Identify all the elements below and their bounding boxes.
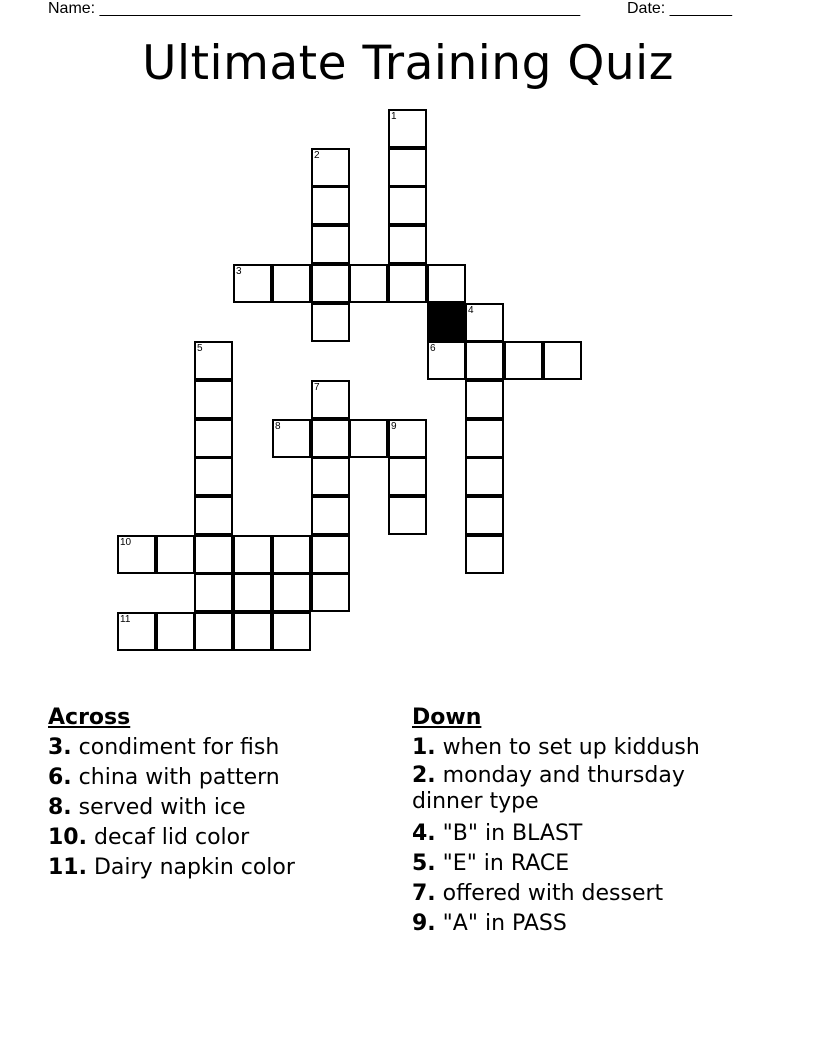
cell-number: 3 bbox=[236, 266, 242, 277]
clue-text: "B" in BLAST bbox=[442, 821, 583, 846]
cell-number: 11 bbox=[120, 614, 131, 625]
grid-cell[interactable] bbox=[311, 303, 350, 342]
grid-cell-1[interactable] bbox=[388, 109, 427, 148]
clue-number: 7. bbox=[412, 881, 436, 906]
grid-cell[interactable] bbox=[272, 573, 311, 612]
grid-cell-7[interactable] bbox=[311, 380, 350, 419]
down-clue-9 bbox=[412, 909, 752, 939]
clue-number: 11. bbox=[48, 855, 87, 880]
clue-text: "A" in PASS bbox=[442, 911, 567, 936]
grid-cell[interactable] bbox=[349, 264, 388, 303]
grid-cell-11[interactable] bbox=[117, 612, 156, 651]
grid-cell[interactable] bbox=[272, 535, 311, 574]
across-heading: Across bbox=[48, 705, 131, 730]
down-clue-4 bbox=[412, 819, 752, 849]
grid-cell[interactable] bbox=[311, 573, 350, 612]
clue-text: monday and thursday dinner type bbox=[412, 763, 685, 814]
grid-cell[interactable] bbox=[156, 535, 195, 574]
grid-cell[interactable] bbox=[272, 264, 311, 303]
grid-cell[interactable] bbox=[388, 264, 427, 303]
grid-cell[interactable] bbox=[194, 612, 233, 651]
clue-number: 9. bbox=[412, 911, 436, 936]
cell-number: 8 bbox=[275, 421, 281, 432]
grid-cell[interactable] bbox=[465, 419, 504, 458]
name-field[interactable]: Name: ______________________________________________________ bbox=[48, 0, 581, 17]
grid-cell[interactable] bbox=[349, 419, 388, 458]
grid-cell[interactable] bbox=[465, 496, 504, 535]
clue-number: 5. bbox=[412, 851, 436, 876]
grid-cell[interactable] bbox=[504, 341, 543, 380]
down-clue-5 bbox=[412, 849, 752, 879]
clue-number: 3. bbox=[48, 735, 72, 760]
cell-number: 5 bbox=[197, 343, 203, 354]
grid-cell[interactable] bbox=[465, 535, 504, 574]
grid-cell[interactable] bbox=[465, 380, 504, 419]
clue-number: 2. bbox=[412, 763, 436, 788]
grid-cell[interactable] bbox=[233, 535, 272, 574]
across-clue-10 bbox=[48, 823, 378, 853]
down-clue-1 bbox=[412, 733, 752, 763]
grid-cell[interactable] bbox=[388, 186, 427, 225]
clue-number: 1. bbox=[412, 735, 436, 760]
grid-cell[interactable] bbox=[194, 535, 233, 574]
grid-cell-6[interactable] bbox=[427, 341, 466, 380]
cell-number: 2 bbox=[314, 150, 320, 161]
cell-number: 4 bbox=[468, 305, 474, 316]
grid-cell-2[interactable] bbox=[311, 148, 350, 187]
grid-cell-9[interactable] bbox=[388, 419, 427, 458]
grid-cell[interactable] bbox=[311, 457, 350, 496]
grid-cell[interactable] bbox=[388, 148, 427, 187]
grid-cell[interactable] bbox=[194, 380, 233, 419]
grid-cell[interactable] bbox=[311, 264, 350, 303]
down-clue-7 bbox=[412, 879, 752, 909]
clue-number: 10. bbox=[48, 825, 87, 850]
down-clues bbox=[412, 703, 752, 939]
page-title: Ultimate Training Quiz bbox=[142, 36, 674, 91]
grid-cell[interactable] bbox=[388, 457, 427, 496]
clue-number: 4. bbox=[412, 821, 436, 846]
grid-cell[interactable] bbox=[156, 612, 195, 651]
grid-cell[interactable] bbox=[311, 419, 350, 458]
grid-cell-3[interactable] bbox=[233, 264, 272, 303]
grid-cell[interactable] bbox=[543, 341, 582, 380]
grid-cell[interactable] bbox=[194, 419, 233, 458]
across-clue-11 bbox=[48, 853, 378, 883]
clue-text: Dairy napkin color bbox=[93, 855, 295, 880]
grid-cell[interactable] bbox=[311, 535, 350, 574]
grid-cell-5[interactable] bbox=[194, 341, 233, 380]
clue-text: served with ice bbox=[78, 795, 246, 820]
clue-text: china with pattern bbox=[78, 765, 280, 790]
grid-cell[interactable] bbox=[311, 186, 350, 225]
grid-cell[interactable] bbox=[311, 496, 350, 535]
black-cell bbox=[427, 303, 466, 342]
down-heading: Down bbox=[412, 705, 482, 730]
grid-cell[interactable] bbox=[233, 573, 272, 612]
grid-cell[interactable] bbox=[388, 225, 427, 264]
grid-cell[interactable] bbox=[465, 341, 504, 380]
date-field[interactable]: Date: _______ bbox=[627, 0, 732, 17]
grid-cell-8[interactable] bbox=[272, 419, 311, 458]
grid-cell-10[interactable] bbox=[117, 535, 156, 574]
across-clue-8 bbox=[48, 793, 378, 823]
across-clues bbox=[48, 703, 378, 883]
grid-cell[interactable] bbox=[388, 496, 427, 535]
cell-number: 1 bbox=[391, 111, 397, 122]
grid-cell[interactable] bbox=[194, 496, 233, 535]
cell-number: 7 bbox=[314, 382, 320, 393]
across-clue-3 bbox=[48, 733, 378, 763]
clue-text: decaf lid color bbox=[93, 825, 250, 850]
cell-number: 10 bbox=[120, 537, 132, 548]
down-clue-2 bbox=[412, 763, 752, 815]
across-clue-6 bbox=[48, 763, 378, 793]
clue-text: "E" in RACE bbox=[442, 851, 570, 876]
grid-cell[interactable] bbox=[311, 225, 350, 264]
grid-cell[interactable] bbox=[194, 457, 233, 496]
grid-cell[interactable] bbox=[427, 264, 466, 303]
cell-number: 9 bbox=[391, 421, 397, 432]
grid-cell-4[interactable] bbox=[465, 303, 504, 342]
grid-cell[interactable] bbox=[194, 573, 233, 612]
clue-text: offered with dessert bbox=[442, 881, 664, 906]
clue-number: 6. bbox=[48, 765, 72, 790]
cell-number: 6 bbox=[430, 343, 436, 354]
grid-cell[interactable] bbox=[272, 612, 311, 651]
grid-cell[interactable] bbox=[465, 457, 504, 496]
clue-text: when to set up kiddush bbox=[442, 735, 700, 760]
grid-cell[interactable] bbox=[233, 612, 272, 651]
clue-number: 8. bbox=[48, 795, 72, 820]
clue-text: condiment for fish bbox=[78, 735, 280, 760]
